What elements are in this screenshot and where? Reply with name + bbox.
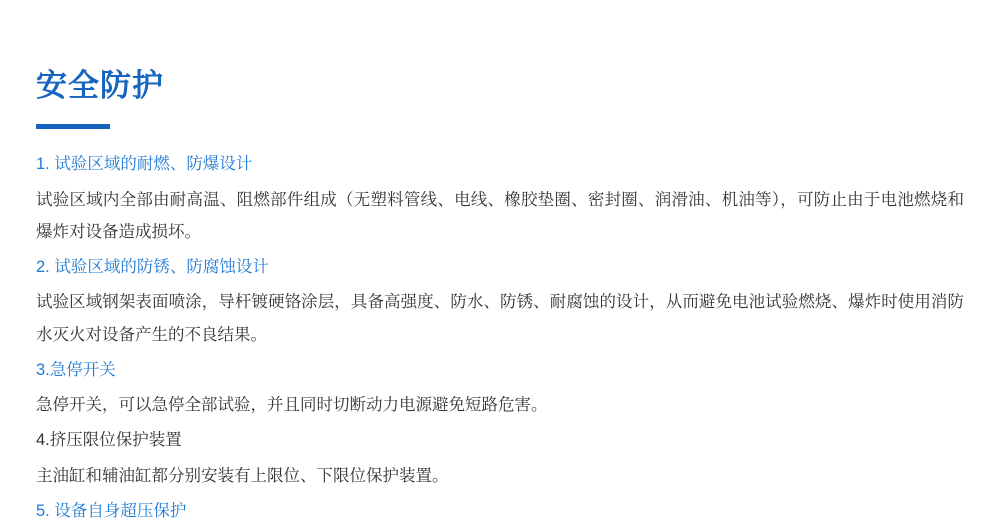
content-item-2 bbox=[36, 254, 964, 351]
title-underline-rule bbox=[36, 124, 110, 129]
item-heading-2: 2. 试验区域的防锈、防腐蚀设计 bbox=[36, 258, 269, 277]
item-body-2: 试验区域钢架表面喷涂，导杆镀硬铬涂层，具备高强度、防水、防锈、耐腐蚀的设计，从而避免电池试验燃烧、爆炸时使用消防水灭火对设备产生的不良结果。 bbox=[36, 293, 964, 344]
content-item-3 bbox=[36, 357, 964, 422]
item-heading-3: 3.急停开关 bbox=[36, 360, 116, 379]
content-item-4 bbox=[36, 427, 964, 492]
item-heading-1: 1. 试验区域的耐燃、防爆设计 bbox=[36, 155, 253, 174]
page-title: 安全防护 bbox=[36, 68, 164, 103]
item-body-3: 急停开关，可以急停全部试验，并且同时切断动力电源避免短路危害。 bbox=[36, 396, 548, 415]
item-heading-4: 4.挤压限位保护装置 bbox=[36, 431, 182, 450]
content-item-5 bbox=[36, 498, 964, 521]
item-body-4: 主油缸和辅油缸都分别安装有上限位、下限位保护装置。 bbox=[36, 466, 449, 485]
content-item-1 bbox=[36, 151, 964, 248]
item-heading-5: 5. 设备自身超压保护 bbox=[36, 501, 187, 520]
item-body-1: 试验区域内全部由耐高温、阻燃部件组成（无塑料管线、电线、橡胶垫圈、密封圈、润滑油、机油等），可防止由于电池燃烧和爆炸对设备造成损坏。 bbox=[36, 190, 964, 241]
